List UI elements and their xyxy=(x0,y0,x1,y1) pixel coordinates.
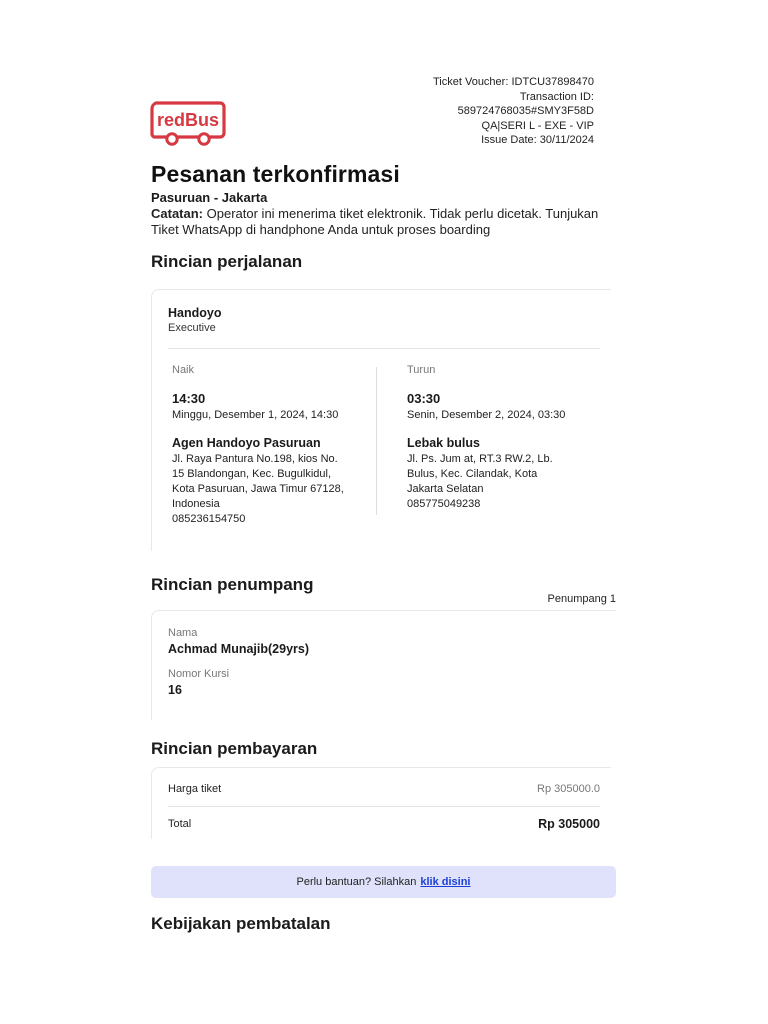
boarding-column xyxy=(172,364,352,527)
transaction-id: 589724768035#SMY3F58D xyxy=(457,105,594,118)
ticket-price-value: Rp 305000.0 xyxy=(537,783,600,795)
total-value: Rp 305000 xyxy=(538,817,600,831)
route: Pasuruan - Jakarta xyxy=(151,190,268,205)
boarding-phone: 085236154750 xyxy=(172,513,246,525)
bus-type: Executive xyxy=(168,322,216,334)
divider xyxy=(168,806,600,807)
boarding-time: 14:30 xyxy=(172,391,206,406)
operator-name: Handoyo xyxy=(168,306,222,320)
passenger-count: Penumpang 1 xyxy=(547,593,616,605)
logo-text: redBus xyxy=(156,110,220,130)
note-label: Catatan: xyxy=(151,206,204,221)
redbus-logo xyxy=(150,99,226,147)
dropping-place: Lebak bulus xyxy=(407,436,480,450)
voucher-info xyxy=(433,75,594,148)
payment-heading: Rincian pembayaran xyxy=(151,739,318,758)
dropping-address: Jl. Ps. Jum at, RT.3 RW.2, Lb. Bulus, Kec. Cilandak, Kota Jakarta Selatan xyxy=(407,453,553,495)
payment-card xyxy=(151,767,611,839)
total-label: Total xyxy=(168,818,192,830)
issue-date: Issue Date: 30/11/2024 xyxy=(481,134,594,147)
seat-label: Nomor Kursi xyxy=(168,668,230,680)
seat-number: 16 xyxy=(168,683,182,697)
cancellation-heading: Kebijakan pembatalan xyxy=(151,914,331,933)
name-label: Nama xyxy=(168,627,198,639)
divider xyxy=(168,348,600,349)
boarding-place: Agen Handoyo Pasuruan xyxy=(172,436,321,450)
boarding-date: Minggu, Desember 1, 2024, 14:30 xyxy=(172,409,339,421)
boarding-address: Jl. Raya Pantura No.198, kios No. 15 Blandongan, Kec. Bugulkidul, Kota Pasuruan, Jawa Timur 67128, Indonesia xyxy=(172,453,344,510)
dropping-date: Senin, Desember 2, 2024, 03:30 xyxy=(407,409,566,421)
help-link[interactable]: klik disini xyxy=(420,876,471,888)
dropping-time: 03:30 xyxy=(407,391,441,406)
dropping-phone: 085775049238 xyxy=(407,498,481,510)
transaction-label: Transaction ID: xyxy=(519,90,594,103)
passenger-card xyxy=(151,610,616,720)
passenger-name: Achmad Munajib(29yrs) xyxy=(168,642,310,656)
boarding-note xyxy=(151,206,621,237)
note-text: Operator ini menerima tiket elektronik. Tidak perlu dicetak. Tunjukan Tiket WhatsApp di handphone Anda untuk proses boarding xyxy=(151,206,599,237)
ticket-price-label: Harga tiket xyxy=(168,783,222,795)
ticket-voucher: Ticket Voucher: IDTCU37898470 xyxy=(432,76,594,88)
column-divider xyxy=(376,367,377,515)
page-title: Pesanan terkonfirmasi xyxy=(151,161,400,187)
trip-heading: Rincian perjalanan xyxy=(151,252,303,271)
passenger-heading: Rincian penumpang xyxy=(151,575,314,594)
help-banner xyxy=(151,866,616,898)
class-info: QA|SERI L - EXE - VIP xyxy=(481,119,594,132)
trip-card xyxy=(151,289,611,551)
help-text: Perlu bantuan? Silahkan xyxy=(296,876,417,888)
dropping-label: Turun xyxy=(407,364,436,376)
boarding-label: Naik xyxy=(172,364,195,376)
dropping-column xyxy=(407,364,587,512)
